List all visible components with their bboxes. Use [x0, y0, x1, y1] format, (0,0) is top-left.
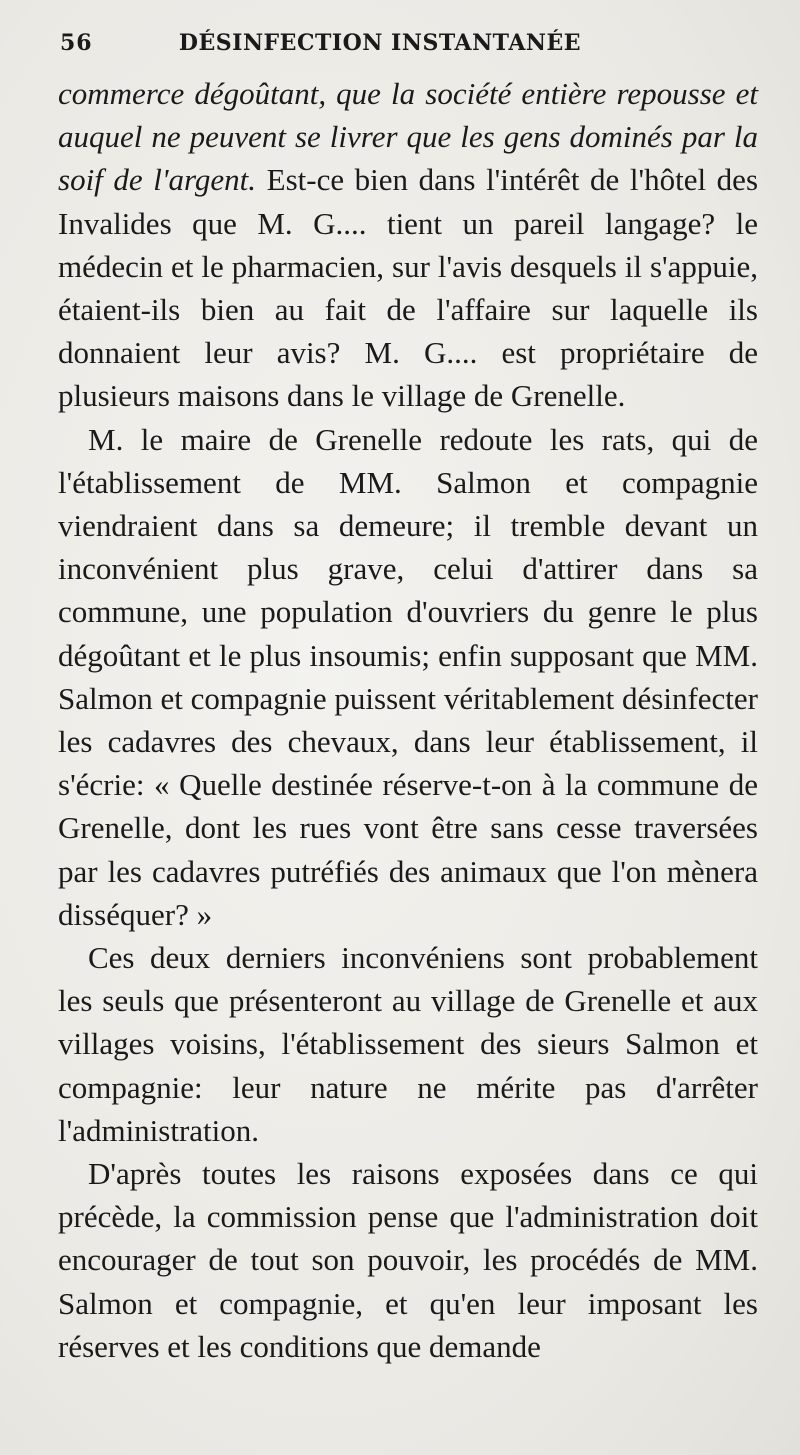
paragraph-1-text: Est-ce bien dans l'intérêt de l'hôtel des Invalides que M. G.... tient un pareil langage? le médecin et le pharmacien, sur l'avis desquels il s'appuie, étaient-ils bien au fait de l'affaire sur laquelle ils donnaient leur avis? M. G.... est propriétaire de plusieurs maisons dans le village de Grenelle.: [58, 162, 759, 414]
paragraph-1: [58, 72, 758, 418]
paragraph-2: M. le maire de Grenelle redoute les rats, qui de l'établissement de MM. Salmon et compagnie viendraient dans sa demeure; il tremble devant un inconvénient plus grave, celui d'attirer dans sa commune, une population d'ouvriers du genre le plus dégoûtant et le plus insoumis; enfin supposant que MM. Salmon et compagnie puissent véritablement désinfecter les cadavres des chevaux, dans leur établissement, il s'écrie: « Quelle destinée réserve-t-on à la commune de Grenelle, dont les rues vont être sans cesse traversées par les cadavres putréfiés des animaux que l'on mènera disséquer? »: [58, 421, 758, 932]
italic-lead: commerce dégoûtant, que la société entière repousse et auquel ne peuvent se livrer que les gens dominés par la soif de l'argent.: [58, 76, 758, 198]
body-text: [58, 72, 758, 1368]
running-title: DÉSINFECTION INSTANTANÉE: [178, 30, 582, 56]
paragraph-3: Ces deux derniers inconvéniens sont probablement les seuls que présenteront au village de Grenelle et aux villages voisins, l'établissement des sieurs Salmon et compagnie: leur nature ne mérite pas d'arrêter l'administration.: [58, 940, 758, 1148]
paragraph-4: D'après toutes les raisons exposées dans ce qui précède, la commission pense que l'administration doit encourager de tout son pouvoir, les procédés de MM. Salmon et compagnie, et qu'en leur imposant les réserves et les conditions que demande: [58, 1156, 758, 1364]
page-header: [60, 26, 760, 60]
page-number: 56: [60, 30, 93, 56]
